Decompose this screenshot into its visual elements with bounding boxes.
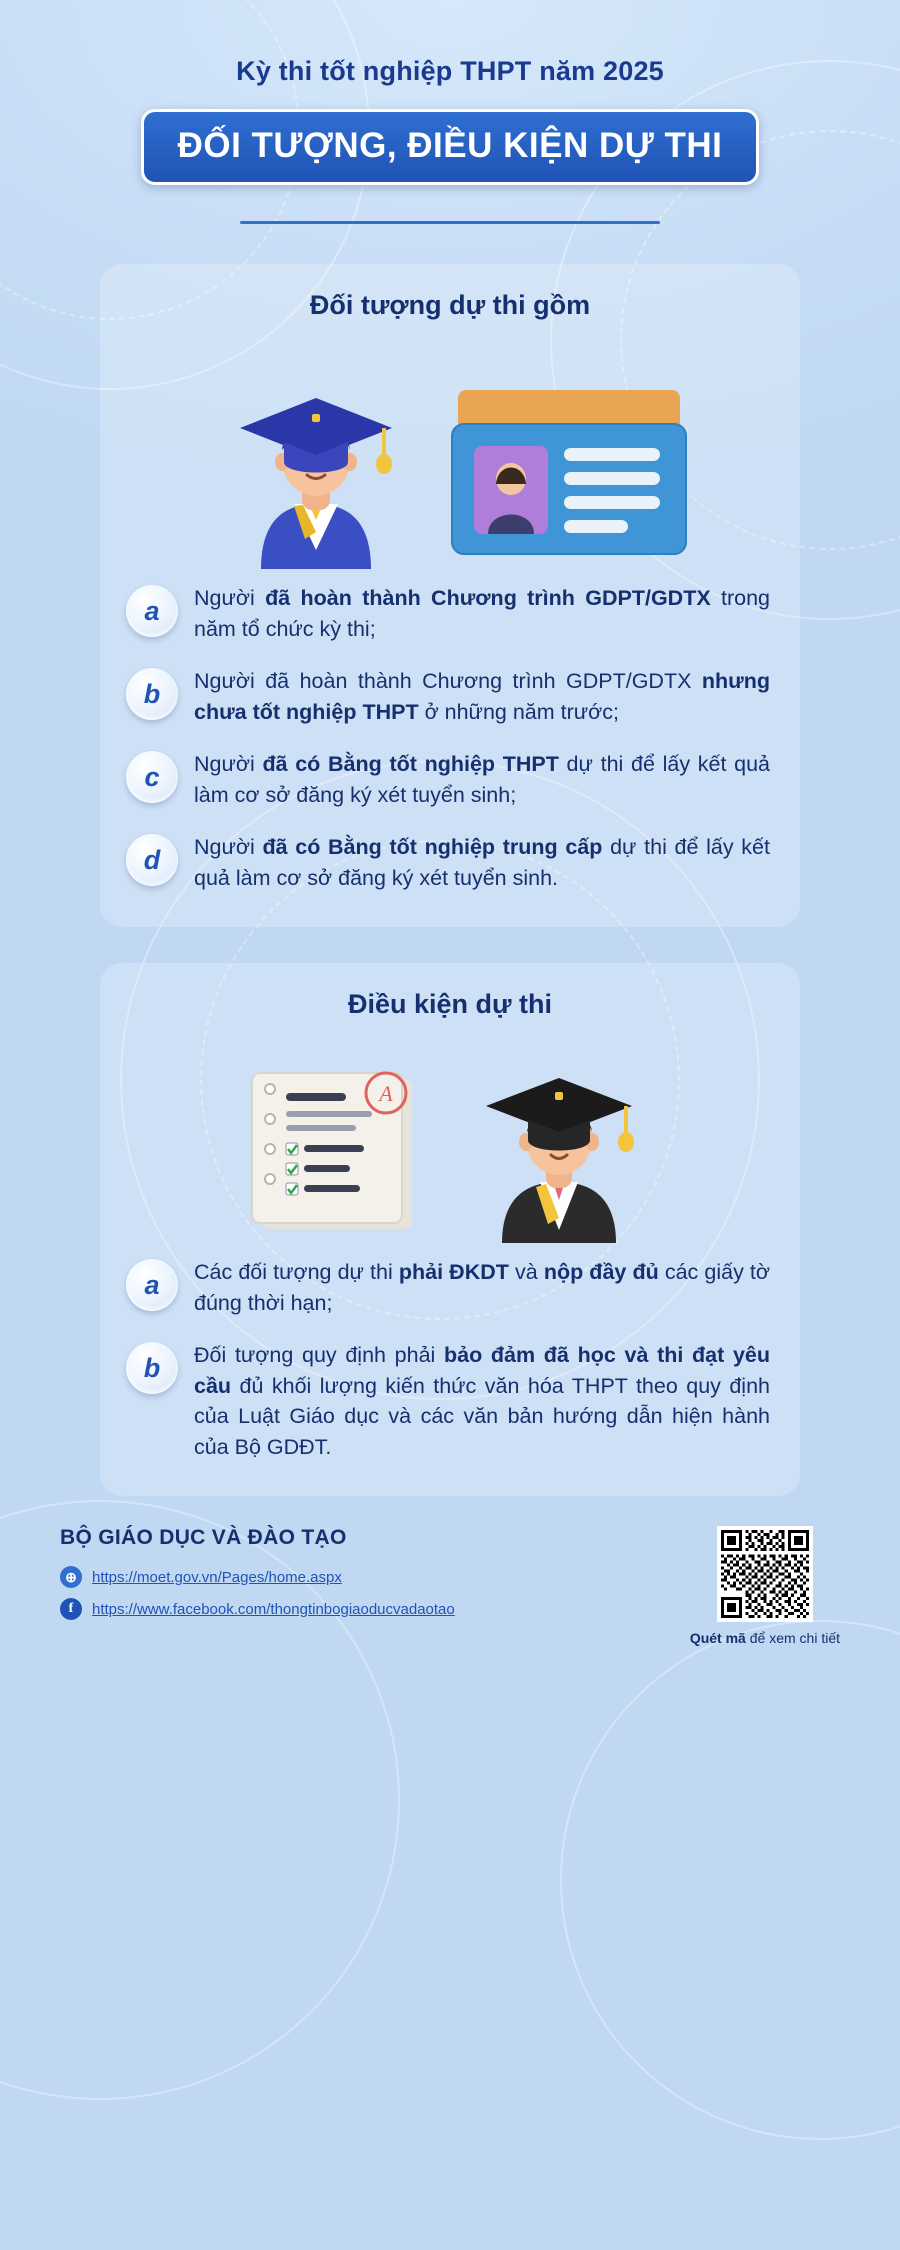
website-link[interactable]: https://moet.gov.vn/Pages/home.aspx: [92, 1568, 342, 1586]
qr-caption-bold: Quét mã: [689, 1630, 746, 1647]
qr-caption-rest: để xem chi tiết: [745, 1630, 840, 1647]
list-marker: b: [126, 668, 178, 720]
section-doi-tuong: [100, 264, 800, 927]
list-item-text: Người đã hoàn thành Chương trình GDPT/GDTX trong năm tổ chức kỳ thi;: [194, 586, 771, 641]
section-title-2: Điều kiện dự thi: [347, 989, 553, 1020]
page-kicker: Kỳ thi tốt nghiệp THPT năm 2025: [236, 56, 664, 86]
globe-icon: ⊕: [60, 1566, 82, 1588]
title-banner-wrap: [0, 109, 900, 185]
list-item: [126, 666, 774, 727]
list-item: [126, 1257, 774, 1318]
list-marker: c: [126, 751, 178, 803]
section2-items: [100, 1257, 800, 1462]
list-item: [126, 583, 774, 644]
graduate-student-icon-2: [454, 1048, 664, 1243]
section-title-1: Đối tượng dự thi gồm: [309, 290, 591, 320]
checklist-icon: [236, 1063, 436, 1243]
graduate-student-icon: [206, 354, 426, 569]
list-item-text: Đối tượng quy định phải bảo đảm đã học và thi đạt yêu cầu đủ khối lượng kiến thức văn hóa THPT theo quy định của Luật Giáo dục và các văn bản hướng dẫn hiện hành của Bộ GDĐT.: [194, 1343, 771, 1459]
footer: [60, 1526, 840, 1646]
list-item-text: Người đã có Bằng tốt nghiệp trung cấp dự thi để lấy kết quả làm cơ sở đăng ký xét tuyển sinh.: [194, 835, 770, 890]
title-banner: [141, 109, 760, 185]
ministry-name: BỘ GIÁO DỤC VÀ ĐÀO TẠO: [60, 1526, 347, 1550]
list-item: [126, 749, 774, 810]
list-item-text: Các đối tượng dự thi phải ĐKDT và nộp đầy đủ các giấy tờ đúng thời hạn;: [194, 1260, 771, 1315]
list-item-text: Người đã hoàn thành Chương trình GDPT/GDTX nhưng chưa tốt nghiệp THPT ở những năm trước;: [194, 669, 770, 724]
footer-left: [60, 1526, 455, 1630]
list-marker: a: [126, 1259, 178, 1311]
list-item-text: Người đã có Bằng tốt nghiệp THPT dự thi để lấy kết quả làm cơ sở đăng ký xét tuyển sinh;: [194, 752, 770, 807]
list-item: [126, 832, 774, 893]
list-marker: a: [126, 585, 178, 637]
section-dieu-kien: [100, 963, 800, 1496]
illustration-graduate-and-id: [100, 339, 800, 569]
decorative-circle: [560, 1620, 900, 2140]
list-marker: b: [126, 1342, 178, 1394]
qr-code[interactable]: [717, 1526, 813, 1622]
list-marker: d: [126, 834, 178, 886]
id-card-icon: [444, 384, 694, 569]
svg-text:A: A: [379, 1081, 393, 1107]
divider: [240, 221, 660, 224]
facebook-icon: f: [60, 1598, 82, 1620]
qr-code-image: [721, 1530, 809, 1618]
section1-items: [100, 583, 800, 893]
illustration-checklist-and-graduate: [100, 1038, 800, 1243]
qr-section: [690, 1526, 840, 1646]
page-title: ĐỐI TƯỢNG, ĐIỀU KIỆN DỰ THI: [177, 126, 723, 165]
list-item: [126, 1340, 774, 1462]
facebook-row[interactable]: [60, 1598, 455, 1620]
qr-caption: [690, 1630, 840, 1646]
website-row[interactable]: [60, 1566, 455, 1588]
facebook-link[interactable]: https://www.facebook.com/thongtinbogiaoducvadaotao: [92, 1600, 455, 1618]
